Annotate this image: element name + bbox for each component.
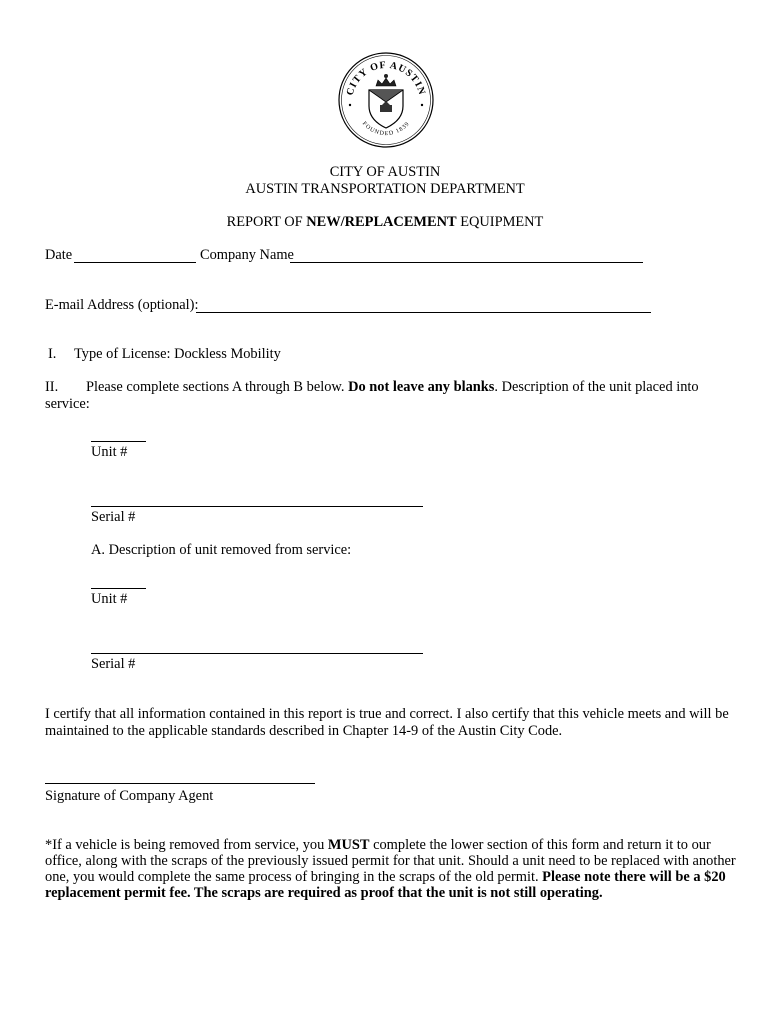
note-line-2: office, along with the scraps of the previously issued permit for that unit. Should a unit need to be replaced with another [45, 853, 736, 869]
placed-serial-field[interactable] [91, 506, 423, 507]
section-ii-instructions: Please complete sections A through B below. Do not leave any blanks. Description of the unit placed into [86, 379, 699, 395]
report-title: REPORT OF NEW/REPLACEMENT EQUIPMENT [226, 214, 544, 230]
placed-unit-field[interactable] [91, 441, 146, 442]
header-department: AUSTIN TRANSPORTATION DEPARTMENT [245, 181, 525, 197]
license-type-text: Type of License: Dockless Mobility [74, 346, 281, 362]
certification-line-1: I certify that all information contained in this report is true and correct. I also certify that this vehicle meets and will be [45, 706, 729, 722]
signature-field[interactable] [45, 783, 315, 784]
email-field[interactable] [196, 312, 651, 313]
placed-serial-label: Serial # [91, 509, 136, 525]
company-name-field[interactable] [290, 262, 643, 263]
date-label: Date [45, 247, 73, 263]
section-ii-numeral: II. [45, 379, 59, 395]
placed-unit-label: Unit # [91, 444, 128, 460]
header-city: CITY OF AUSTIN [329, 164, 441, 180]
note-line-4: replacement permit fee. The scraps are required as proof that the unit is not still operating. [45, 885, 603, 901]
signature-label: Signature of Company Agent [45, 788, 214, 804]
removed-serial-label: Serial # [91, 656, 136, 672]
date-field[interactable] [74, 262, 196, 263]
removed-unit-label: Unit # [91, 591, 128, 607]
seal-bottom-text: FOUNDED 1839 [360, 120, 412, 138]
note-line-3: one, you would complete the same process of bringing in the scraps of the old permit. Please note there will be a $20 [45, 869, 726, 885]
removed-unit-heading: A. Description of unit removed from service: [91, 542, 352, 558]
removed-unit-field[interactable] [91, 588, 146, 589]
removed-serial-field[interactable] [91, 653, 423, 654]
seal-top-text: CITY OF AUSTIN [344, 59, 428, 97]
note-line-1: *If a vehicle is being removed from service, you MUST complete the lower section of this form and return it to our [45, 837, 711, 853]
section-ii-continuation: service: [45, 396, 90, 412]
city-seal-logo [336, 50, 436, 150]
company-name-label: Company Name [200, 247, 294, 263]
email-label: E-mail Address (optional): [45, 297, 199, 313]
certification-line-2: maintained to the applicable standards described in Chapter 14-9 of the Austin City Code. [45, 723, 563, 739]
section-i-numeral: I. [48, 346, 57, 362]
